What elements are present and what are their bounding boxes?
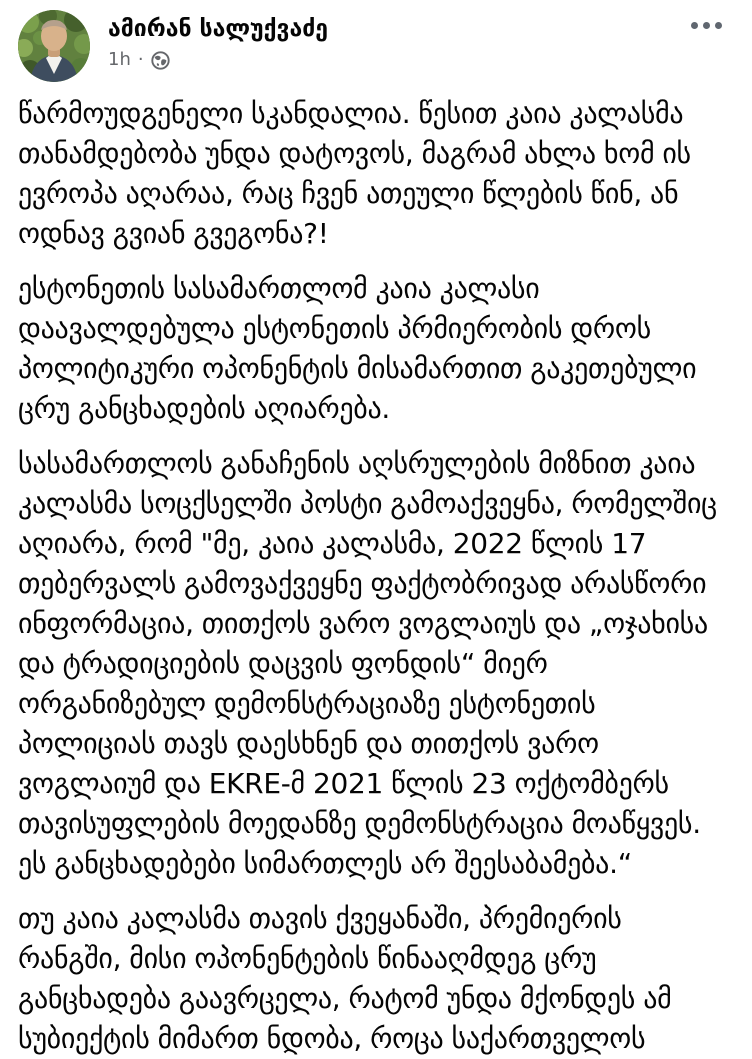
post-header xyxy=(0,0,752,86)
post-paragraph: თუ კაია კალასმა თავის ქვეყანაში, პრემიერის რანგში, მისი ოპონენტების წინააღმდეგ ცრუ განცხადება გაავრცელა, რატომ უნდა მქონდეს ამ სუბიექტის მიმართ ნდობა, როცა საქართველოს xyxy=(18,902,672,1055)
globe-icon xyxy=(151,51,170,70)
meta-separator: · xyxy=(137,49,144,71)
post-paragraph: ესტონეთის სასამართლომ კაია კალასი დაავალდებულა ესტონეთის პრმიერობის დროს პოლიტიკური ოპონენტის მისამართით გაკეთებული ცრუ განცხადების აღიარება. xyxy=(18,272,697,425)
post-paragraph: სასამართლოს განაჩენის აღსრულების მიზნით კაია კალასმა სოცქსელში პოსტი გამოაქვეყნა, რომელშიც აღიარა, რომ "მე, კაია კალასმა, 2022 წლის 17 თებერვალს გამოვაქვეყნე ფაქტობრივად არასწორი ინფორმაცია, თითქოს ვარო ვოგლაიუს და „ოჯახისა და ტრადიციების დაცვის ფონდის“ მიერ ორგანიზებულ დემონსტრაციაზე ესტონეთის პოლიციას თავს დაესხნენ და თითქოს ვარო ვოგლაიუმ და EKRE-მ 2021 წლის 23 ოქტომბერს თავისუფლების მოედანზე დემონსტრაცია მოაწყვეს. ეს განცხადებები სიმართლეს არ შეესაბამება.“ xyxy=(18,447,717,880)
ellipsis-icon xyxy=(691,22,722,29)
avatar-photo xyxy=(18,10,90,82)
author-name[interactable]: ამირან სალუქვაძე xyxy=(108,16,329,42)
post-text xyxy=(0,86,752,1059)
post-meta xyxy=(108,51,328,70)
timestamp[interactable]: 1h xyxy=(108,49,131,71)
avatar[interactable] xyxy=(18,10,90,82)
post-header-text xyxy=(108,10,328,70)
post-paragraph: წარმოუდგენელი სკანდალია. წესით კაია კალასმა თანამდებობა უნდა დატოვოს, მაგრამ ახლა ხომ ის ევროპა აღარაა, რაც ჩვენ ათეული წლების წინ, ან ოდნავ გვიან გვეგონა?! xyxy=(18,97,691,250)
more-options-button[interactable] xyxy=(685,16,728,35)
